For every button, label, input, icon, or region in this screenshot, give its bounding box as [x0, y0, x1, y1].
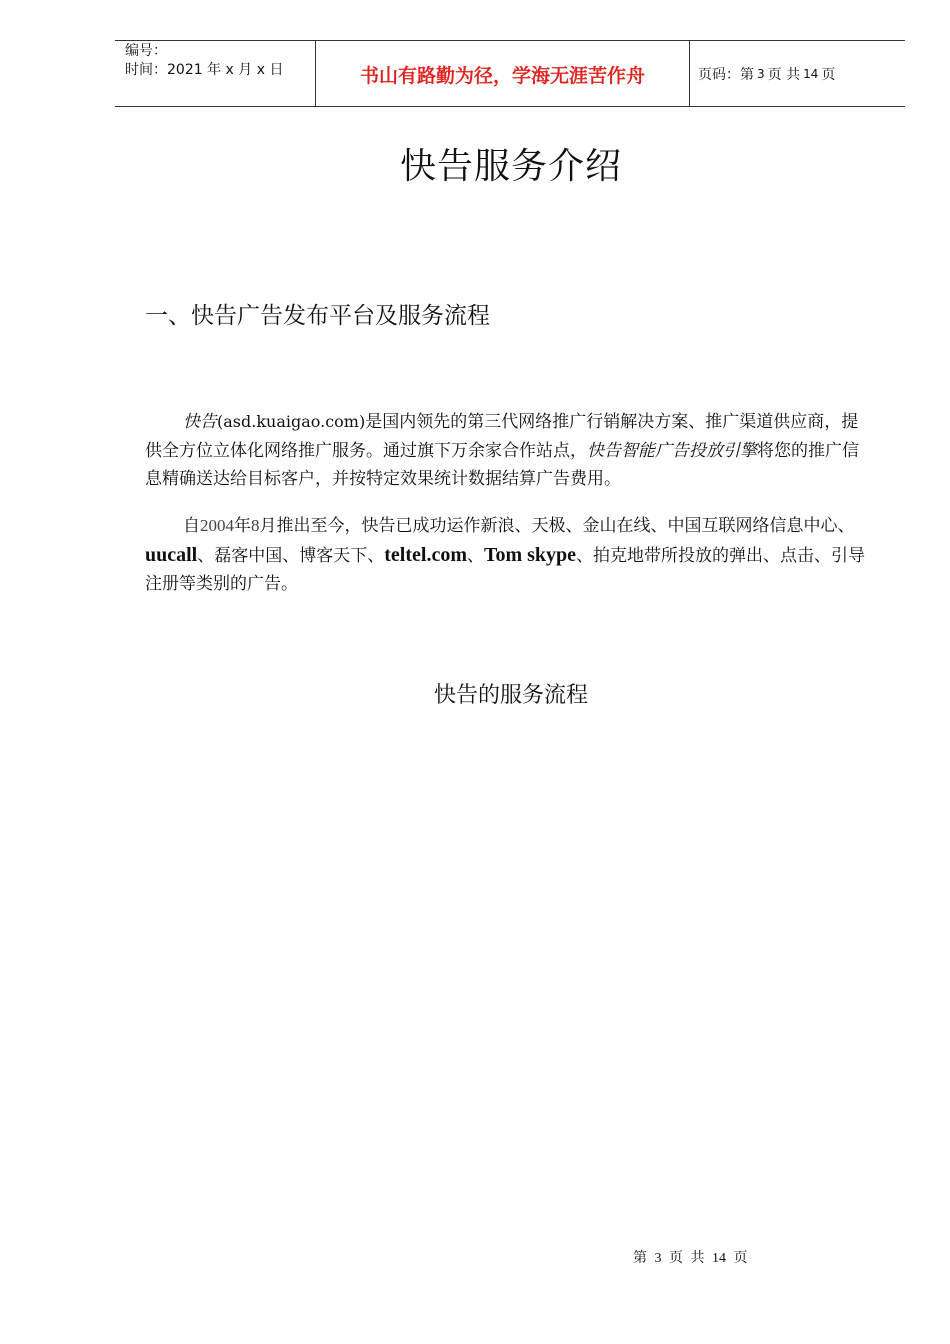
paragraph-history [145, 512, 870, 599]
header-page-number [690, 41, 905, 106]
history-text-6: 、拍克地带所投放的弹出、点击、引导注册等类别的广告。 [145, 545, 866, 594]
client-uucall: uucall [145, 543, 198, 566]
intro-text-a: 是国内领先的第三代网络推广行销解决方案、推广渠道供应商，提供全方位立体化网络推广服务。通过旗下万余家合作站点， [145, 412, 859, 461]
intro-text-b: 将您的推广信息精确送达给目标客户，并按特定效果统计数据结算广告费用。 [145, 440, 859, 489]
client-tomskype: Tom skype [483, 543, 577, 566]
service-flow-heading: 快告的服务流程 [433, 683, 588, 708]
section-heading: 一、快告广告发布平台及服务流程 [145, 303, 490, 329]
date-label: 时间：2021 年 x 月 x 日 [125, 62, 284, 78]
page-mid: 页 共 [767, 66, 801, 83]
engine-name: 快告智能广告投放引擎 [587, 440, 757, 461]
header-meta [115, 41, 315, 106]
header-motto: 书山有路勤为径，学海无涯苦作舟 [315, 41, 690, 106]
page-total: 14 [803, 66, 819, 81]
serial-label: 编号： [125, 43, 167, 59]
history-text-4: 、磊客中国、博客天下、 [197, 545, 385, 566]
history-text-3: 月推出至今，快告已成功运作新浪、天极、金山在线、中国互联网络信息中心、 [259, 516, 855, 536]
page-prefix: 页码：第 [698, 66, 754, 83]
history-text-1: 自 [183, 516, 200, 536]
page-title: 快告服务介绍 [399, 146, 622, 187]
page-header [115, 40, 905, 107]
client-teltel: teltel.com [384, 543, 467, 566]
site-domain: (asd.kuaigao.com) [217, 412, 366, 431]
launch-year: 2004 [200, 516, 234, 535]
page-suffix: 页 [821, 66, 836, 83]
paragraph-intro [145, 408, 870, 494]
page-current: 3 [757, 66, 765, 81]
history-text-2: 年 [234, 516, 251, 536]
launch-month: 8 [251, 516, 260, 535]
brand-name: 快告 [183, 412, 217, 432]
page-footer: 第 3 页 共 14 页 [633, 1251, 748, 1266]
history-text-5: 、 [466, 545, 484, 566]
